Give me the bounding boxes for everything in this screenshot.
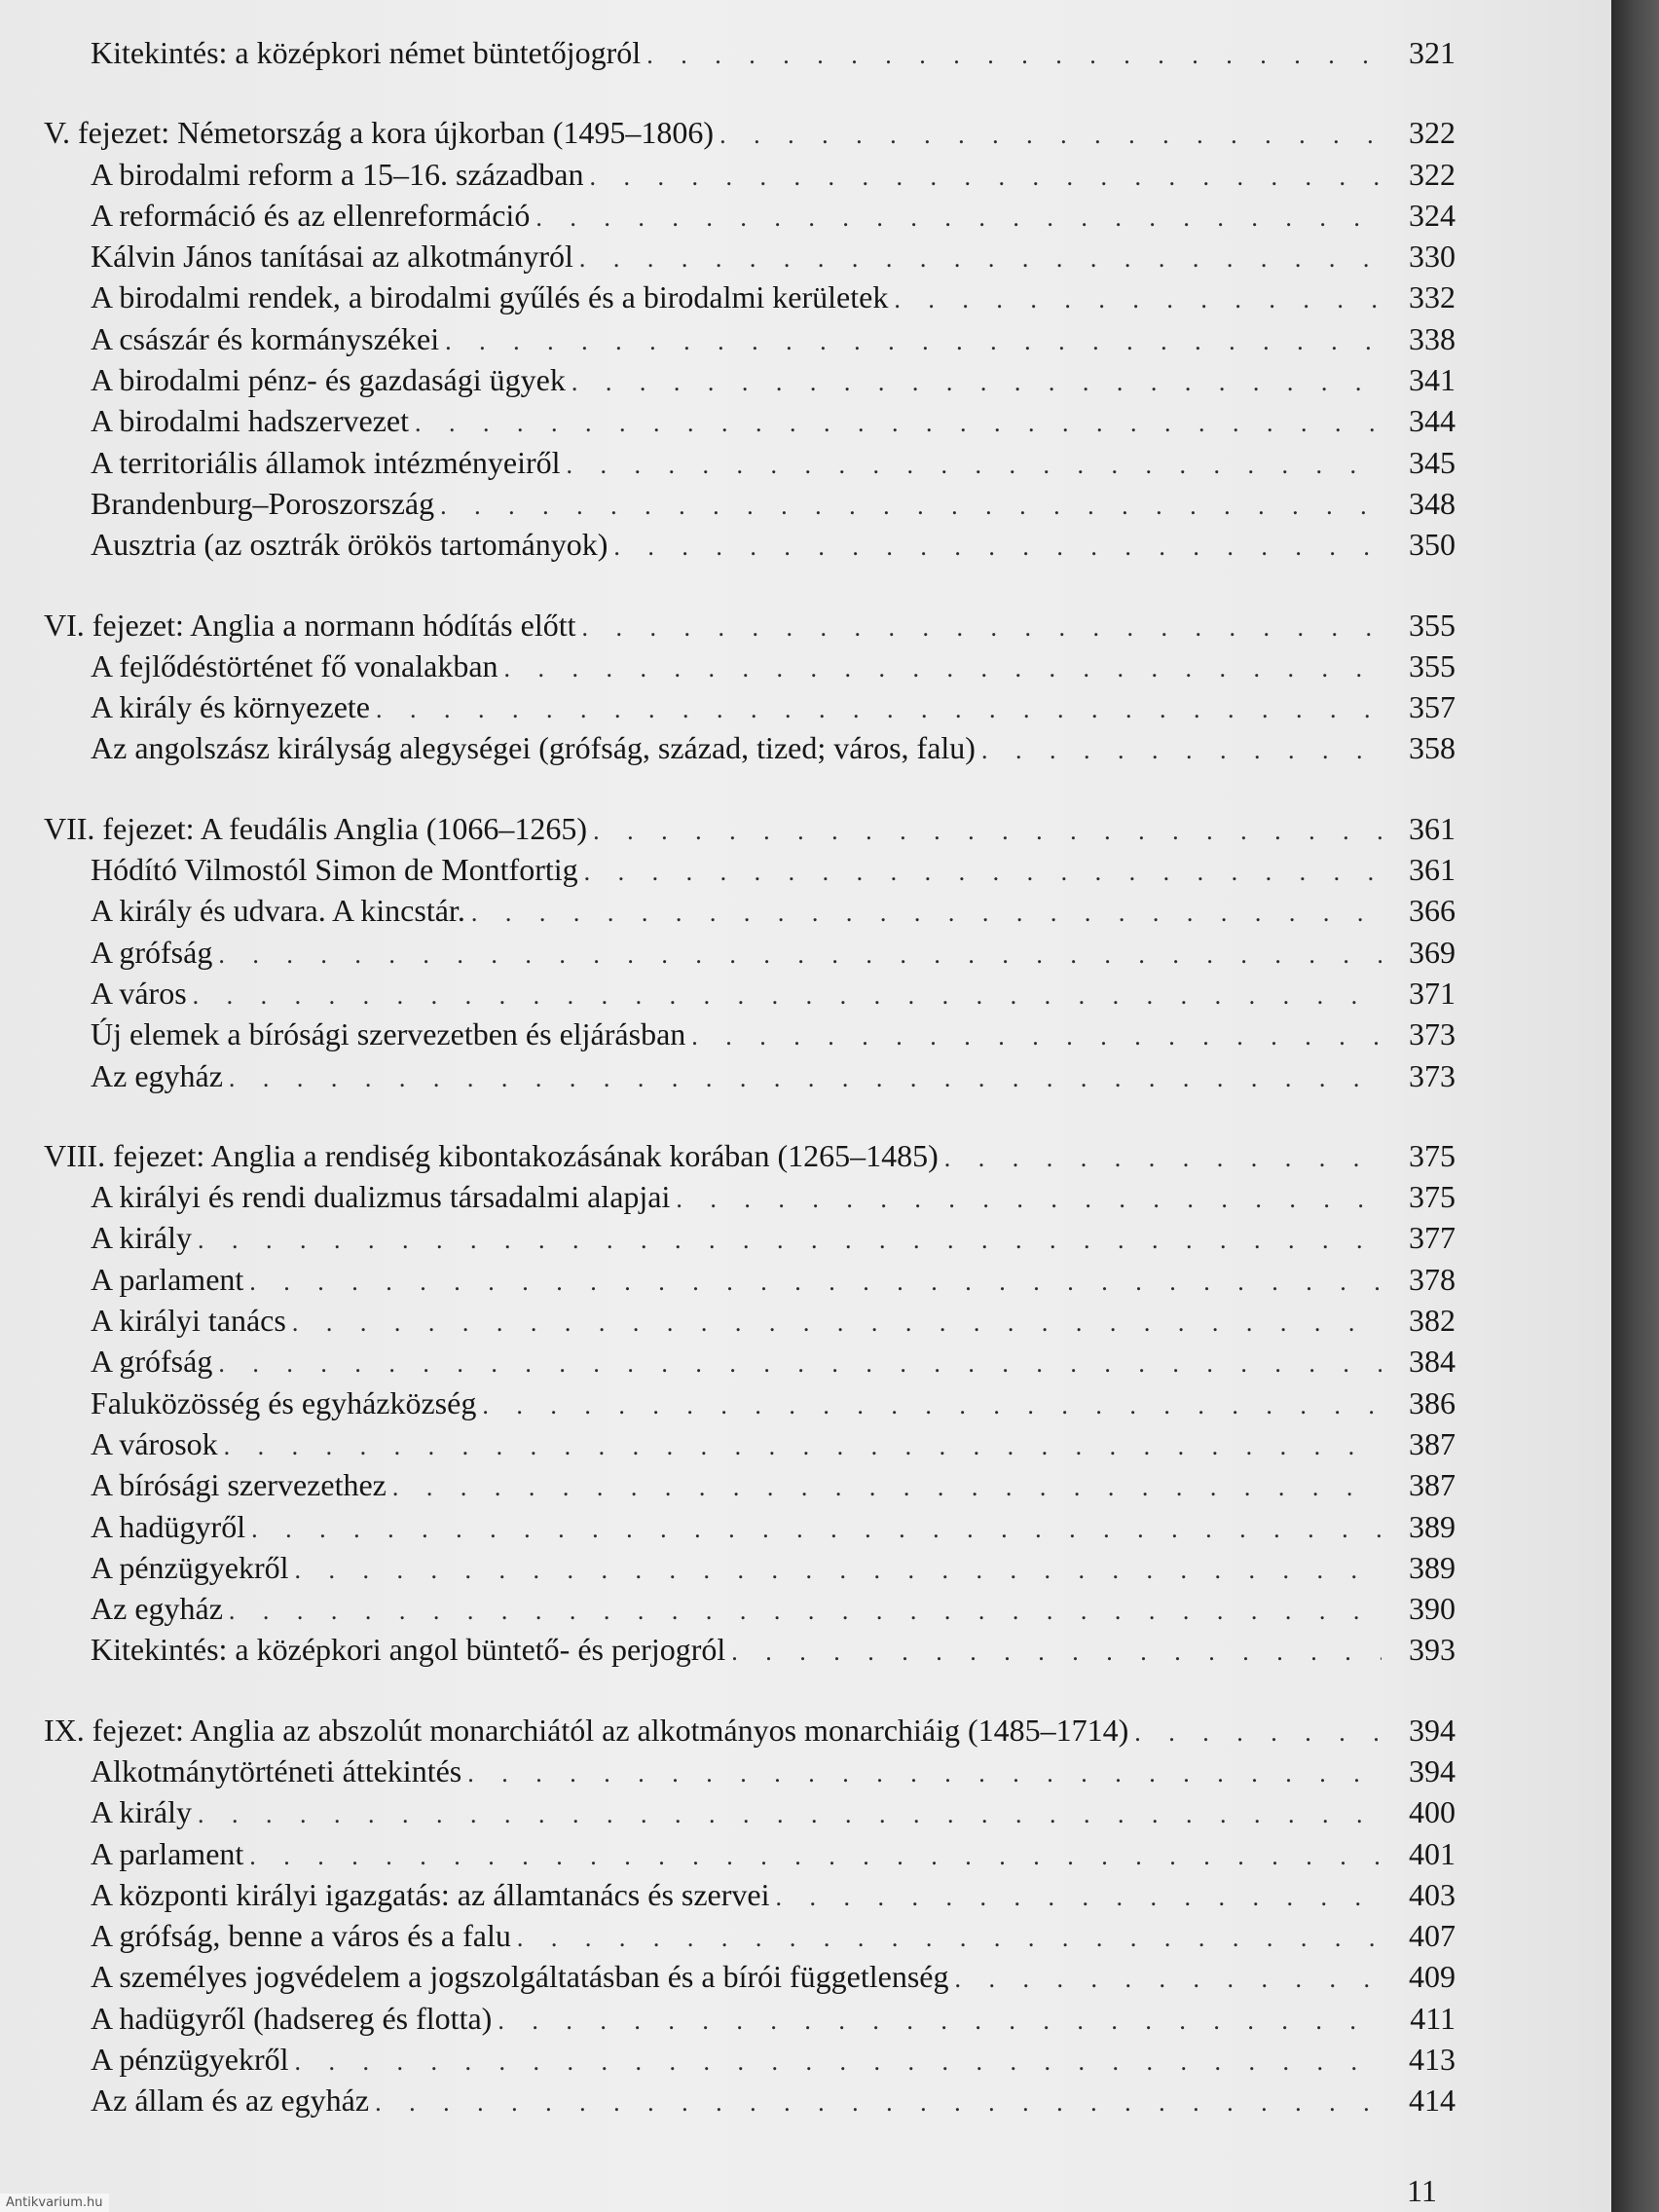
toc-entry-title: VI. fejezet: Anglia a normann hódítás előtt [44, 607, 576, 643]
toc-page-number: 375 [1409, 1179, 1456, 1215]
toc-chapter-heading [44, 115, 1456, 156]
dot-leader [579, 244, 1382, 274]
toc-entry [44, 157, 1456, 198]
toc-page-number: 321 [1409, 35, 1456, 70]
toc-page-number: 366 [1409, 893, 1456, 929]
toc-page-number: 393 [1409, 1632, 1456, 1668]
toc-entry [44, 362, 1456, 403]
toc-entry-title: A reformáció és az ellenreformáció [91, 197, 531, 233]
dot-leader [198, 1226, 1382, 1255]
toc-entry-title: Az angolszász királyság alegységei (grófság, század, tized; város, falu) [91, 730, 976, 766]
toc-entry-title: A hadügyről [91, 1508, 246, 1544]
toc-entry [44, 2083, 1456, 2123]
toc-entry-title: A parlament [91, 1835, 244, 1871]
toc-entry-title: A birodalmi hadszervezet [91, 403, 409, 439]
dot-leader [731, 1638, 1382, 1667]
toc-page-number: 324 [1409, 197, 1456, 233]
toc-page-number: 338 [1409, 320, 1456, 356]
dot-leader [646, 41, 1382, 70]
toc-entry-title: Alkotmánytörténeti áttekintés [91, 1752, 462, 1788]
dot-leader [375, 2088, 1382, 2118]
dot-leader [193, 981, 1382, 1011]
dot-leader [249, 1842, 1382, 1871]
toc-page-number: 357 [1409, 689, 1456, 725]
toc-page-number: 407 [1409, 1918, 1456, 1954]
dot-leader [776, 1883, 1382, 1912]
toc-page-number: 394 [1409, 1752, 1456, 1788]
dot-leader [229, 1064, 1382, 1093]
toc-entry-title: A pénzügyekről [91, 2042, 289, 2078]
toc-page-number: 394 [1409, 1712, 1456, 1748]
toc-page-number: 330 [1409, 239, 1456, 275]
toc-entry [44, 198, 1456, 239]
toc-entry-title: Kitekintés: a középkori német büntetőjogról [91, 35, 642, 70]
toc-entry-title: A király [91, 1220, 192, 1256]
toc-entry-title: A személyes jogvédelem a jogszolgáltatásban és a bírói függetlenség [91, 1959, 949, 1995]
toc-page-number: 389 [1409, 1549, 1456, 1585]
toc-entry [44, 1794, 1456, 1835]
dot-leader [224, 1432, 1382, 1461]
toc-entry-title: Az állam és az egyház [91, 2083, 370, 2119]
toc-page-number: 377 [1409, 1220, 1456, 1256]
toc-entry-title: A hadügyről (hadsereg és flotta) [91, 2000, 493, 2036]
toc-entry-title: IX. fejezet: Anglia az abszolút monarchiától az alkotmányos monarchiáig (1485–1714) [44, 1712, 1129, 1748]
toc-entry [44, 1303, 1456, 1344]
toc-entry [44, 1058, 1456, 1099]
dot-leader [292, 1309, 1382, 1338]
toc-entry-title: A királyi és rendi dualizmus társadalmi alapjai [91, 1179, 671, 1215]
toc-entry-title: A grófság [91, 934, 213, 970]
dot-leader [251, 1515, 1382, 1544]
toc-entry [44, 1836, 1456, 1877]
table-of-contents [44, 35, 1456, 2163]
dot-leader [981, 736, 1382, 765]
toc-entry [44, 1385, 1456, 1426]
toc-entry [44, 321, 1456, 362]
toc-entry-title: A császár és kormányszékei [91, 320, 440, 356]
toc-entry-title: A király és környezete [91, 689, 370, 725]
toc-entry [44, 1753, 1456, 1794]
toc-page-number: 322 [1409, 156, 1456, 192]
toc-page-number: 361 [1409, 810, 1456, 846]
toc-page-number: 341 [1409, 362, 1456, 398]
toc-entry-title: Az egyház [91, 1591, 223, 1627]
toc-page-number: 371 [1409, 975, 1456, 1011]
toc-page-number: 348 [1409, 485, 1456, 521]
dot-leader [593, 817, 1382, 846]
toc-entry-title: Ausztria (az osztrák örökös tartományok) [91, 527, 608, 563]
toc-entry [44, 893, 1456, 934]
toc-entry-title: A birodalmi pénz- és gazdasági ügyek [91, 362, 566, 398]
dot-leader [440, 492, 1382, 521]
toc-page-number: 414 [1409, 2083, 1456, 2119]
toc-entry-title: A központi királyi igazgatás: az államtanács és szervei [91, 1876, 770, 1912]
toc-entry-title: A város [91, 975, 187, 1011]
toc-page-number: 373 [1409, 1057, 1456, 1093]
toc-entry [44, 689, 1456, 730]
toc-entry [44, 1918, 1456, 1959]
page-number: 11 [1407, 2173, 1437, 2208]
toc-entry [44, 2001, 1456, 2042]
dot-leader [295, 1556, 1382, 1585]
toc-entry-title: A király és udvara. A kincstár. [91, 893, 465, 929]
toc-chapter [44, 811, 1456, 1099]
toc-entry-title: Kálvin János tanításai az alkotmányról [91, 239, 573, 275]
toc-entry [44, 1632, 1456, 1673]
toc-entry-title: Brandenburg–Poroszország [91, 485, 435, 521]
toc-entry-title: Az egyház [91, 1057, 223, 1093]
toc-page-number: 355 [1409, 607, 1456, 643]
toc-entry [44, 1550, 1456, 1591]
toc-page-number: 401 [1409, 1835, 1456, 1871]
dot-leader [955, 1965, 1382, 1994]
dot-leader [392, 1473, 1382, 1502]
toc-entry [44, 1877, 1456, 1918]
toc-entry [44, 2042, 1456, 2083]
dot-leader [567, 451, 1382, 480]
toc-page-number: 369 [1409, 934, 1456, 970]
toc-page-number: 413 [1409, 2042, 1456, 2078]
dot-leader [376, 695, 1382, 724]
dot-leader [894, 285, 1382, 314]
toc-entry [44, 730, 1456, 771]
toc-entry [44, 35, 1456, 76]
toc-entry-title: A király [91, 1794, 192, 1830]
toc-page-number: 384 [1409, 1344, 1456, 1380]
toc-chapter-heading [44, 1138, 1456, 1179]
dot-leader [719, 121, 1382, 150]
toc-entry [44, 1509, 1456, 1550]
toc-entry [44, 1262, 1456, 1303]
toc-entry-title: A birodalmi reform a 15–16. században [91, 156, 584, 192]
toc-entry-title: A territoriális államok intézményeiről [91, 444, 561, 480]
dot-leader [582, 613, 1382, 643]
toc-page-number: 358 [1409, 730, 1456, 766]
toc-entry [44, 976, 1456, 1016]
toc-entry [44, 403, 1456, 444]
toc-entry [44, 1591, 1456, 1632]
toc-entry-title: A fejlődéstörténet fő vonalakban [91, 647, 498, 683]
toc-page-number: 350 [1409, 527, 1456, 563]
dot-leader [198, 1800, 1382, 1829]
toc-entry [44, 648, 1456, 689]
toc-entry-title: A pénzügyekről [91, 1549, 289, 1585]
toc-entry [44, 239, 1456, 279]
toc-entry-title: A városok [91, 1425, 218, 1461]
page-edge-shadow [1611, 0, 1659, 2212]
toc-page-number: 378 [1409, 1261, 1456, 1297]
toc-page-number: 373 [1409, 1016, 1456, 1052]
dot-leader [471, 899, 1382, 928]
dot-leader [504, 654, 1382, 683]
toc-entry-title: A bírósági szervezethez [91, 1467, 387, 1503]
dot-leader [535, 203, 1382, 233]
toc-page-number: 332 [1409, 279, 1456, 315]
watermark: Antikvarium.hu [0, 2194, 109, 2212]
dot-leader [498, 2007, 1382, 2036]
toc-entry [44, 1959, 1456, 2000]
toc-entry-title: VII. fejezet: A feudális Anglia (1066–1265) [44, 810, 588, 846]
toc-page-number: 403 [1409, 1876, 1456, 1912]
dot-leader [482, 1391, 1382, 1420]
toc-entry [44, 486, 1456, 527]
toc-entry-title: A grófság [91, 1344, 213, 1380]
toc-entry [44, 527, 1456, 568]
toc-entry [44, 445, 1456, 486]
toc-chapter [44, 1713, 1456, 2124]
toc-entry [44, 1426, 1456, 1467]
toc-chapter-heading [44, 811, 1456, 852]
toc-chapter-heading [44, 1713, 1456, 1753]
dot-leader [229, 1597, 1382, 1626]
dot-leader [590, 163, 1382, 192]
toc-chapter [44, 1138, 1456, 1674]
toc-chapter [44, 608, 1456, 772]
toc-entry-title: A grófság, benne a város és a falu [91, 1918, 511, 1954]
toc-page-number: 382 [1409, 1303, 1456, 1339]
toc-entry [44, 1179, 1456, 1220]
toc-chapter [44, 35, 1456, 76]
toc-page-number: 389 [1409, 1508, 1456, 1544]
toc-page-number: 400 [1409, 1794, 1456, 1830]
toc-page-number: 355 [1409, 647, 1456, 683]
toc-entry-title: Új elemek a bírósági szervezetben és eljárásban [91, 1016, 686, 1052]
toc-page-number: 411 [1410, 2000, 1456, 2036]
toc-page-number: 386 [1409, 1384, 1456, 1420]
dot-leader [295, 2047, 1382, 2077]
dot-leader [613, 533, 1382, 562]
toc-page-number: 387 [1409, 1425, 1456, 1461]
dot-leader [467, 1759, 1382, 1788]
toc-page-number: 375 [1409, 1137, 1456, 1173]
toc-entry [44, 1344, 1456, 1384]
toc-entry-title: A királyi tanács [91, 1303, 286, 1339]
toc-chapter-heading [44, 608, 1456, 648]
toc-entry-title: VIII. fejezet: Anglia a rendiség kibontakozásának korában (1265–1485) [44, 1137, 939, 1173]
toc-entry-title: A parlament [91, 1261, 244, 1297]
toc-entry-title: V. fejezet: Németország a kora újkorban (1495–1806) [44, 115, 715, 151]
dot-leader [415, 409, 1382, 438]
dot-leader [944, 1144, 1382, 1173]
dot-leader [676, 1185, 1382, 1214]
toc-entry-title: A birodalmi rendek, a birodalmi gyűlés és a birodalmi kerületek [91, 279, 889, 315]
toc-page-number: 345 [1409, 444, 1456, 480]
dot-leader [445, 327, 1382, 356]
dot-leader [249, 1268, 1382, 1297]
toc-entry [44, 1467, 1456, 1508]
toc-page-number: 409 [1409, 1959, 1456, 1995]
dot-leader [571, 368, 1382, 397]
dot-leader [584, 858, 1382, 887]
dot-leader [691, 1022, 1382, 1051]
dot-leader [1134, 1718, 1382, 1748]
toc-page-number: 344 [1409, 403, 1456, 439]
toc-page-number: 390 [1409, 1591, 1456, 1627]
toc-entry-title: Hódító Vilmostól Simon de Montfortig [91, 852, 578, 888]
dot-leader [517, 1924, 1382, 1953]
toc-page-number: 361 [1409, 852, 1456, 888]
toc-entry-title: Faluközösség és egyházközség [91, 1384, 477, 1420]
toc-entry-title: Kitekintés: a középkori angol büntető- és perjogról [91, 1632, 726, 1668]
toc-entry [44, 852, 1456, 893]
toc-page-number: 322 [1409, 115, 1456, 151]
toc-page-number: 387 [1409, 1467, 1456, 1503]
toc-entry [44, 1016, 1456, 1057]
toc-chapter [44, 115, 1456, 568]
toc-entry [44, 1220, 1456, 1261]
dot-leader [218, 1349, 1382, 1379]
toc-entry [44, 935, 1456, 976]
toc-entry [44, 279, 1456, 320]
dot-leader [218, 940, 1382, 970]
